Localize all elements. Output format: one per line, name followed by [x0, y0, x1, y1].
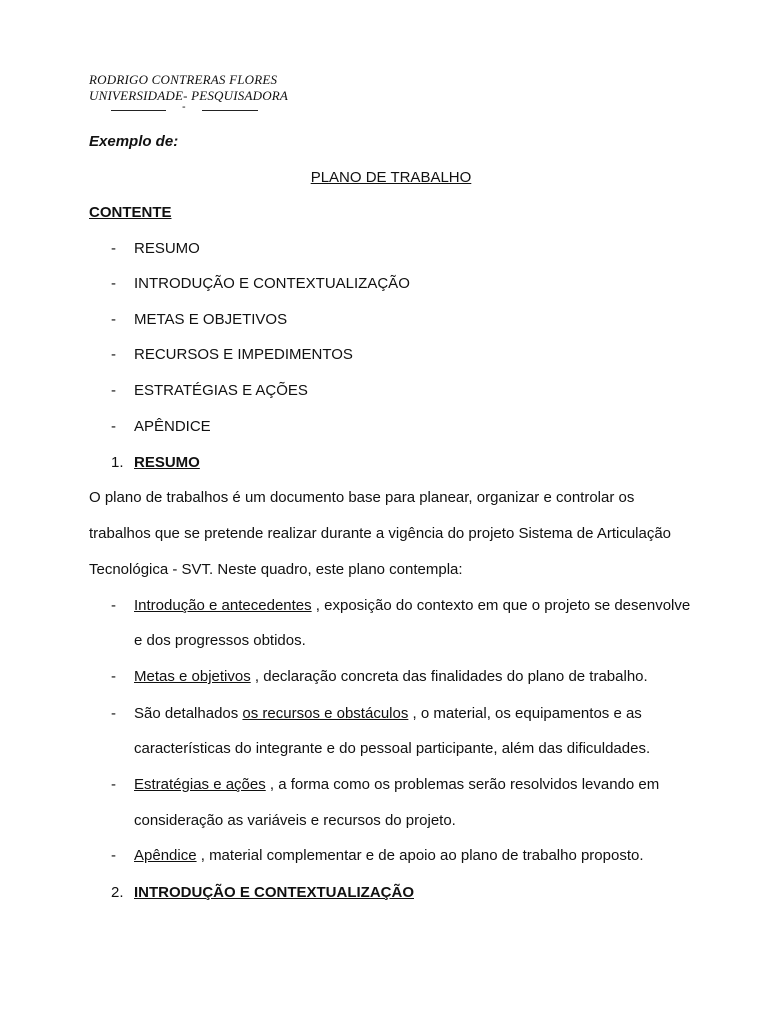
bullet-text: , o material, os equipamentos e as: [408, 705, 642, 722]
section-number: 1.: [111, 454, 124, 471]
bullet-continuation: e dos progressos obtidos.: [134, 632, 306, 649]
author-separator: -: [182, 101, 186, 113]
bullet-marker: -: [111, 847, 116, 864]
contents-item: APÊNDICE: [134, 418, 211, 435]
resumo-bullet: [134, 597, 690, 615]
bullet-marker: -: [111, 418, 116, 435]
bullet-marker: -: [111, 240, 116, 257]
bullet-text: , declaração concreta das finalidades do plano de trabalho.: [250, 668, 648, 685]
paragraph-line: trabalhos que se pretende realizar durante a vigência do projeto Sistema de Articulação: [89, 525, 672, 542]
bullet-marker: -: [111, 382, 116, 399]
contents-item: RECURSOS E IMPEDIMENTOS: [134, 346, 353, 363]
bullet-term: Estratégias e ações: [134, 776, 266, 793]
resumo-bullet: [134, 847, 644, 865]
bullet-prefix: São detalhados: [134, 705, 243, 722]
bullet-marker: -: [111, 668, 116, 685]
document-title: PLANO DE TRABALHO: [310, 169, 472, 186]
bullet-marker: -: [111, 705, 116, 722]
contents-heading: CONTENTE: [89, 204, 172, 221]
bullet-continuation: consideração as variáveis e recursos do projeto.: [134, 812, 456, 829]
section-number: 2.: [111, 884, 124, 901]
bullet-term: Metas e objetivos: [134, 668, 251, 685]
example-label: Exemplo de:: [89, 133, 179, 150]
bullet-marker: -: [111, 776, 116, 793]
paragraph-line: O plano de trabalhos é um documento base para planear, organizar e controlar os: [89, 489, 635, 506]
contents-item: METAS E OBJETIVOS: [134, 311, 288, 328]
bullet-marker: -: [111, 275, 116, 292]
resumo-bullet: [134, 668, 648, 686]
section-heading-introducao: INTRODUÇÃO E CONTEXTUALIZAÇÃO: [134, 884, 414, 901]
bullet-term: Introdução e antecedentes: [134, 597, 312, 614]
resumo-bullet: [134, 776, 659, 794]
bullet-term: os recursos e obstáculos: [242, 705, 409, 722]
bullet-continuation: características do integrante e do pessoal participante, além das dificuldades.: [134, 740, 651, 757]
contents-item: RESUMO: [134, 240, 200, 257]
bullet-marker: -: [111, 597, 116, 614]
contents-item: INTRODUÇÃO E CONTEXTUALIZAÇÃO: [134, 275, 410, 292]
section-heading-resumo: RESUMO: [134, 454, 200, 471]
author-affiliation: UNIVERSIDADE- PESQUISADORA: [89, 88, 289, 103]
resumo-bullet: [134, 705, 642, 723]
bullet-marker: -: [111, 346, 116, 363]
author-name: RODRIGO CONTRERAS FLORES: [89, 72, 278, 87]
bullet-term: Apêndice: [134, 847, 197, 864]
author-underline-left: [111, 110, 166, 111]
contents-item: ESTRATÉGIAS E AÇÕES: [134, 382, 308, 399]
bullet-marker: -: [111, 311, 116, 328]
author-block: [89, 72, 288, 104]
bullet-text: , material complementar e de apoio ao plano de trabalho proposto.: [196, 847, 644, 864]
bullet-text: , a forma como os problemas serão resolvidos levando em: [265, 776, 660, 793]
paragraph-line: Tecnológica - SVT. Neste quadro, este plano contempla:: [89, 561, 463, 578]
author-underline-right: [202, 110, 258, 111]
bullet-text: , exposição do contexto em que o projeto se desenvolve: [311, 597, 691, 614]
